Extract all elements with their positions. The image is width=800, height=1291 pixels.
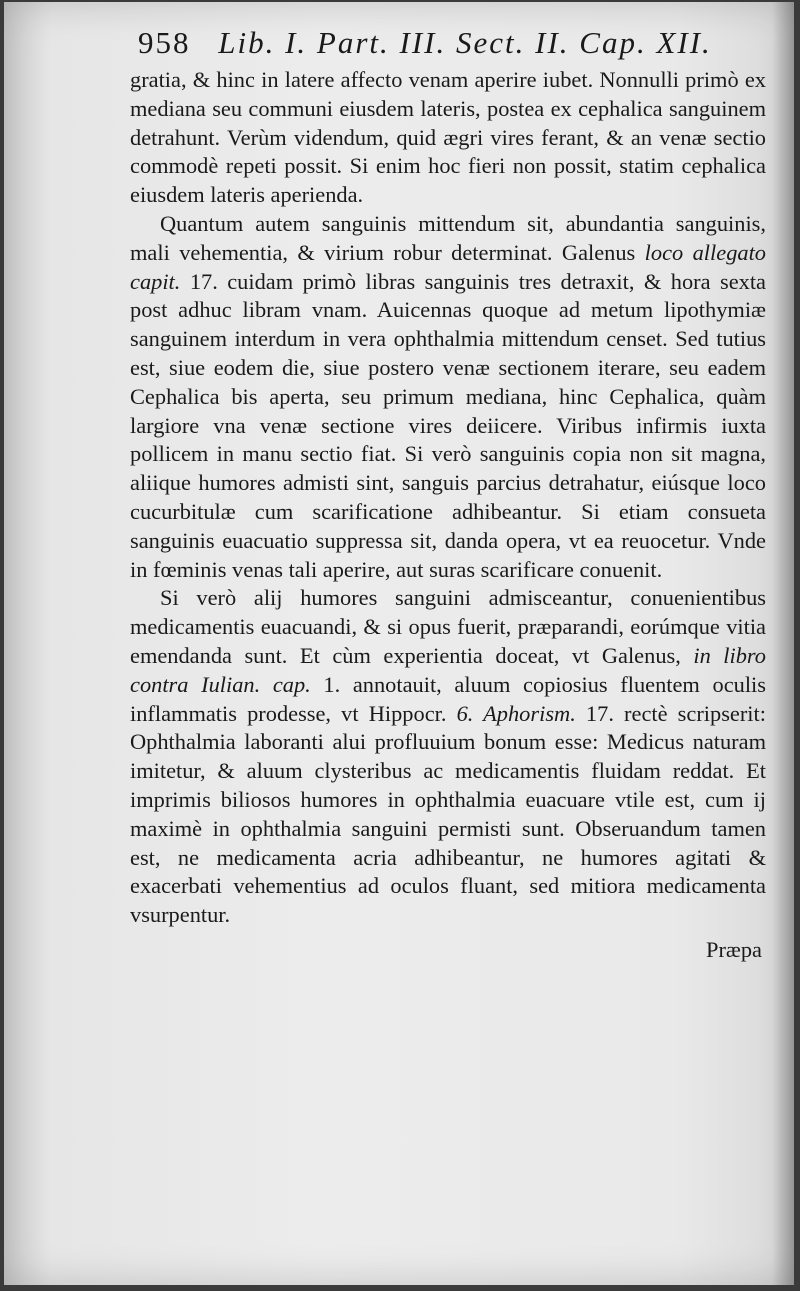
paragraph-2-part-1: Quantum autem sanguinis mittendum sit, abundantia sanguinis, mali vehementia, & virium robur determinat. Galenus [130, 210, 766, 265]
citation-galenus: loco allegato capit. [130, 239, 766, 294]
running-head-title: Lib. I. Part. III. Sect. II. Cap. XII. [218, 25, 712, 60]
page-number: 958 [138, 25, 191, 60]
paragraph-1: gratia, & hinc in latere affecto venam aperire iubet. Nonnulli primò ex mediana seu communi eiusdem lateris, postea ex cephalica sanguinem detrahunt. Verùm videndum, quid ægri vires ferant, & an venæ sectio commodè repeti possit. Si enim hoc fieri non possit, statim cephalica eiusdem lateris aperienda. [130, 67, 766, 208]
paragraph-3 [130, 584, 766, 930]
paragraph-3-part-3: 1. annotauit, aluum copiosius fluentem oculis inflammatis prodesse, vt Hippocr. [130, 671, 766, 726]
running-head [138, 20, 766, 66]
page-gutter-shadow [772, 2, 794, 1285]
book-page [4, 2, 794, 1285]
paragraph-3-part-5: 17. rectè scripserit: Ophthalmia laboranti alui profluuium bonum esse: Medicus naturam imitetur, & aluum clysteribus ac medicamentis fluidam reddat. Et imprimis biliosos humores in ophthalmia euacuare vtile est, cum ij maximè in ophthalmia sanguini permisti sunt. Obseruandum tamen est, ne medicamenta acria adhibeantur, ne humores agitati & exacerbati vehementius ad oculos fluant, sed mitiora medicamenta vsurpentur. [130, 700, 766, 928]
paragraph-3-part-1: Si verò alij humores sanguini admisceantur, conuenientibus medicamentis euacuandi, & si opus fuerit, præparandi, eorúmque vitia emendanda sunt. Et cùm experientia doceat, vt Galenus, [130, 585, 766, 668]
paragraph-2 [130, 210, 766, 584]
catchword: Præpa [706, 936, 762, 962]
citation-contra-iulian: in libro contra Iulian. cap. [130, 642, 766, 697]
paragraph-2-part-3: 17. cuidam primò libras sanguinis tres detraxit, & hora sexta post adhuc libram vnam. Auicennas quoque ad metum lipothymiæ sanguinem interdum in vera ophthalmia mittendum censet. Sed tutius est, siue eodem die, siue postero venæ sectionem iterare, seu eadem Cephalica bis aperta, seu primum mediana, hinc Cephalica, quàm largiore vna venæ sectione vires deiicere. Viribus infirmis iuxta pollicem in manu sectio fiat. Si verò sanguinis copia non sit magna, aliique humores admisti sint, sanguis parcius detrahatur, eiúsque loco cucurbitulæ cum scarificatione adhibeantur. Si etiam consueta sanguinis euacuatio suppressa sit, danda opera, vt ea reuocetur. Vnde in fœminis venas tali aperire, aut suras scarificare conuenit. [130, 268, 766, 582]
citation-aphorism: 6. Aphorism. [456, 700, 576, 726]
text-block [130, 20, 766, 965]
